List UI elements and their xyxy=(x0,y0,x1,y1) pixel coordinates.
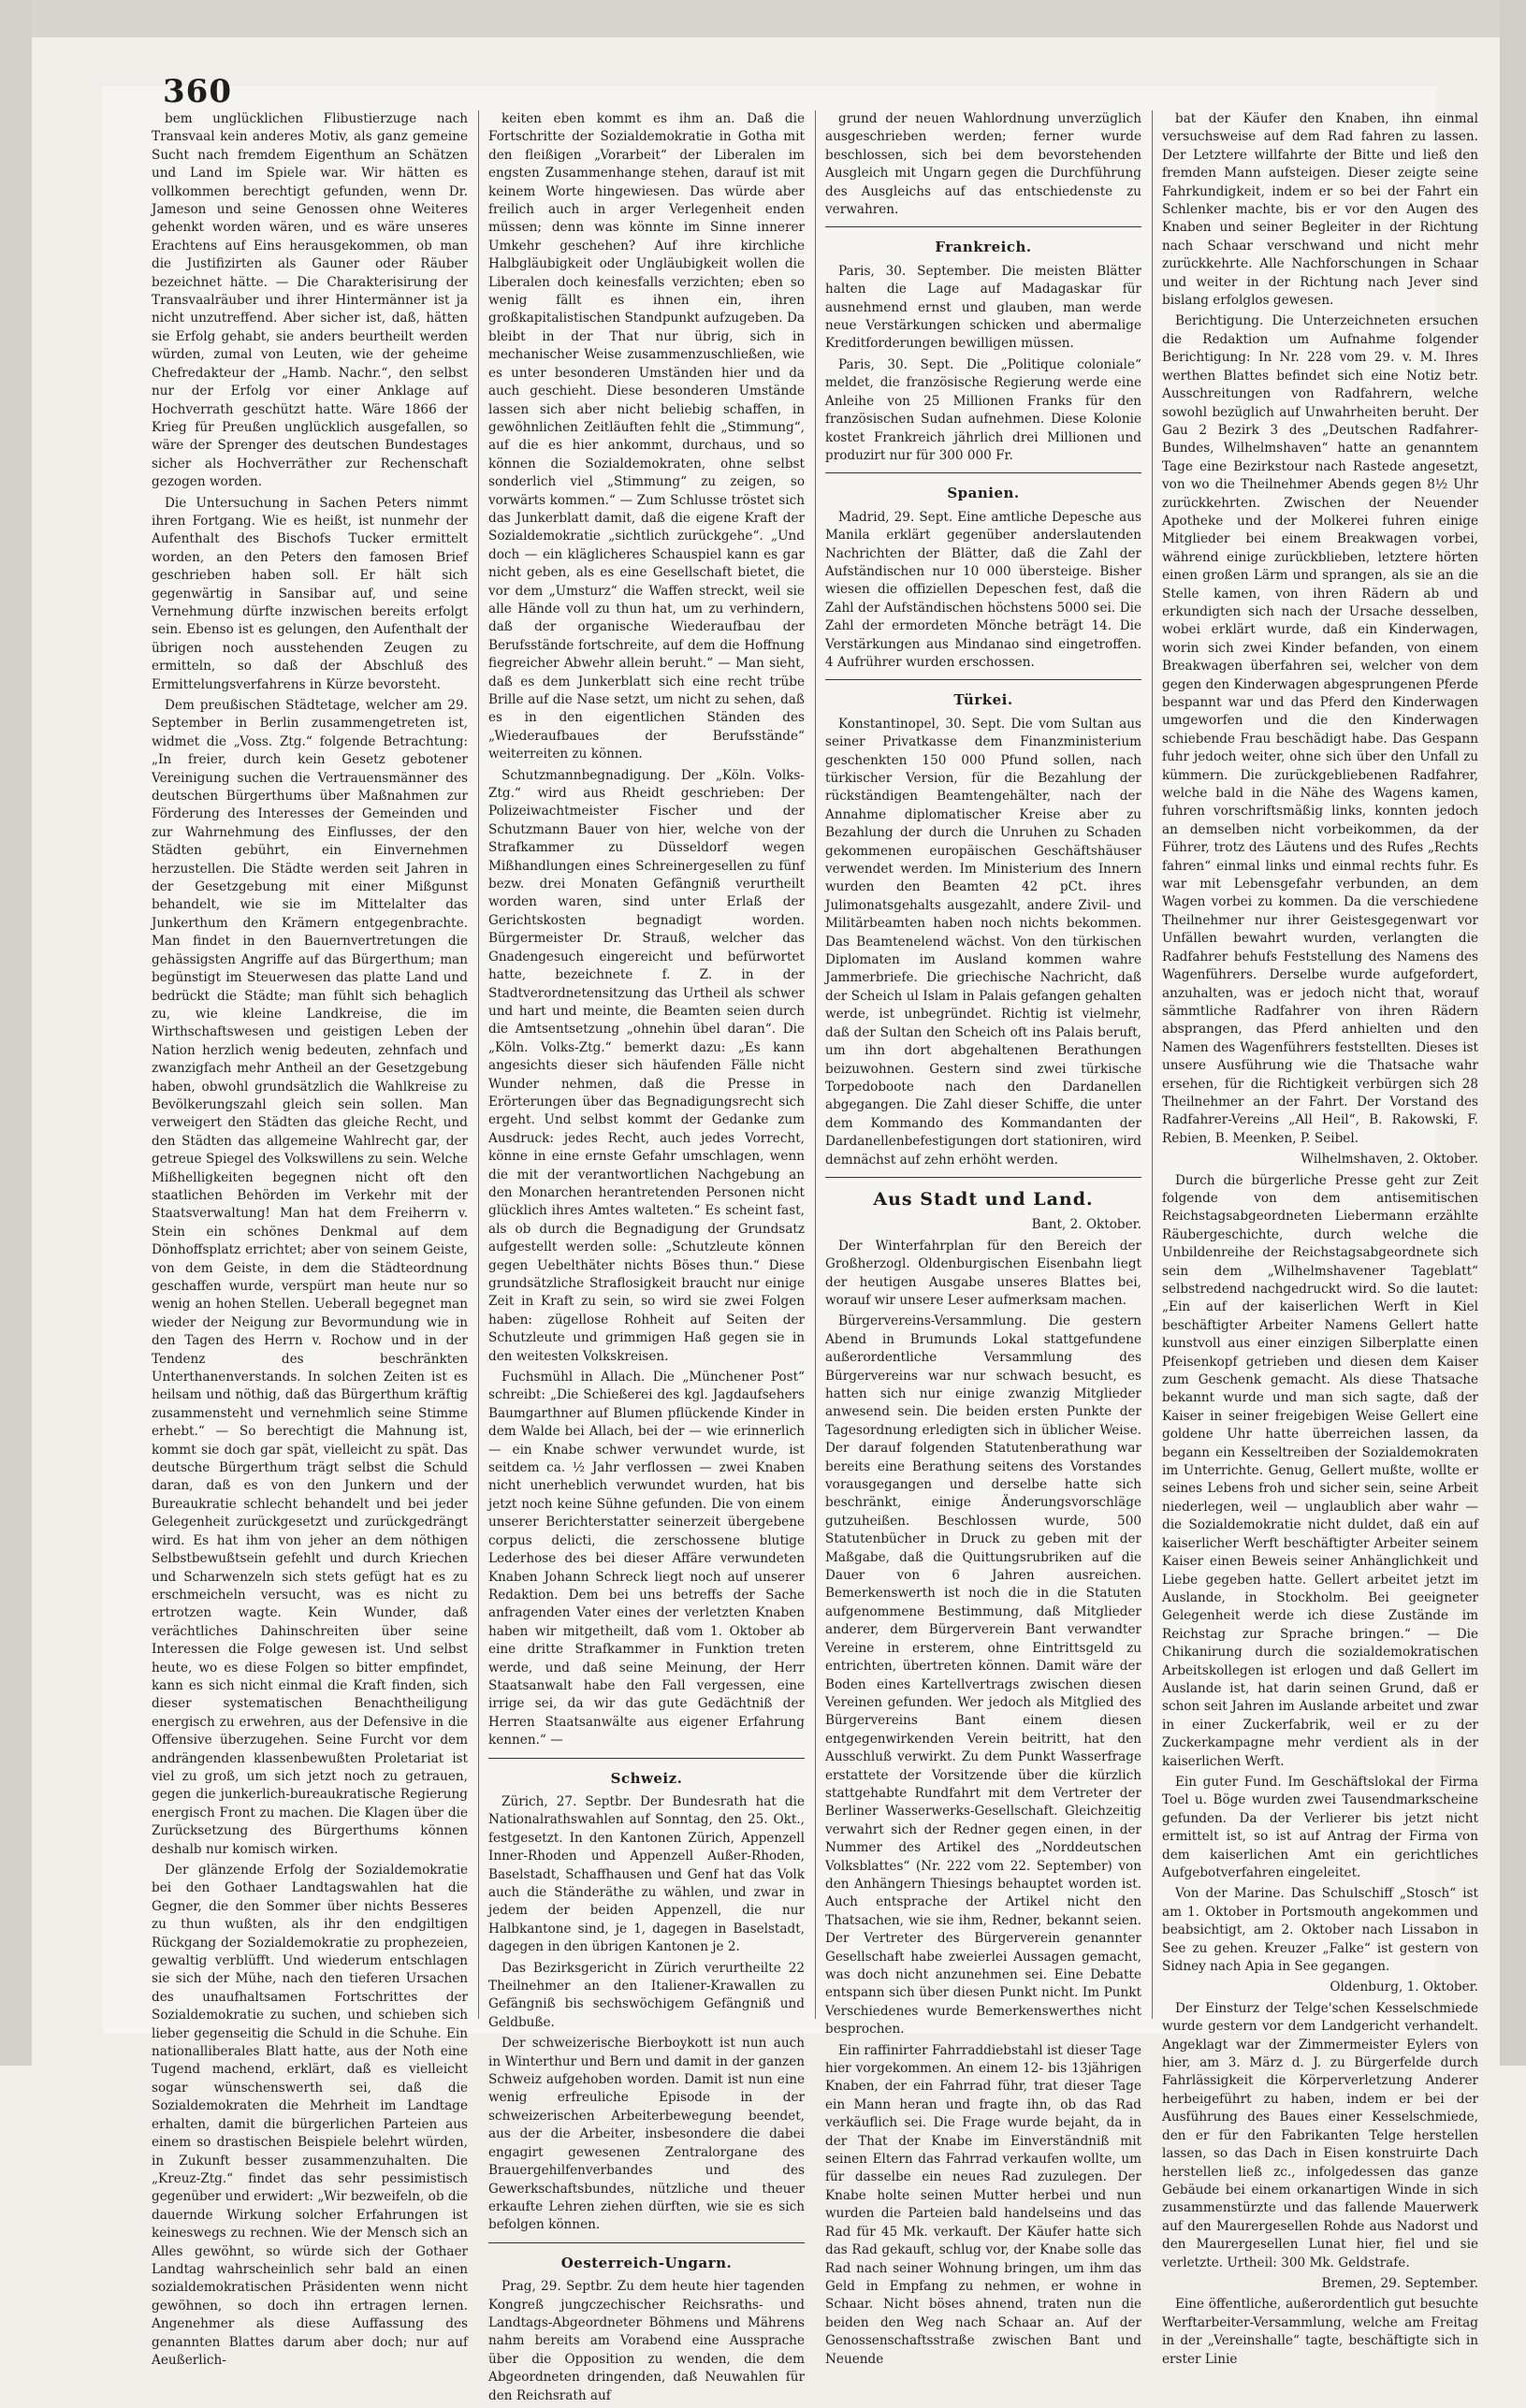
column-1 xyxy=(152,110,468,2372)
section-heading: Türkei. xyxy=(953,691,1013,709)
article-paragraph: Paris, 30. Sept. Die „Politique coloniale“ meldet, die französische Regierung werde eine Anleihe von 25 Millionen Franks für den französischen Sudan aufnehmen. Diese Kolonie kostet Frankreich jährlich drei Millionen und produzirt nur für 300 000 Fr. xyxy=(825,356,1141,463)
page-number: 360 xyxy=(163,73,232,110)
article-paragraph: Der glänzende Erfolg der Sozialdemokratie bei den Gothaer Landtagswahlen hat die Gegner, die den Sommer über nichts Besseres zu thun wußten, als ihr den endgiltigen Rückgang der Sozialdemokratie zu prophezeien, gewaltig verblüfft. Und wiederum entschlagen sie sich der Mühe, nach den tieferen Ursachen des unaufhaltsamen Fortschrittes der Sozialdemokratie zu suchen, und schieben sich lieber gegenseitig die Schuld in die Schuhe. Ein nationalliberales Blatt hatte, aus der Noth eine Tugend machend, erklärt, daß es vielleicht sogar wünschenswerth sei, daß die Sozialdemokraten die Mehrheit im Landtage erhalten, damit die bürgerlichen Parteien aus einem so drastischen Beispiele belehrt würden, in Zukunft besser zusammenzuhalten. Die „Kreuz-Ztg.“ findet das sehr pessimistisch gegenüber und erwidert: „Wir bezweifeln, ob die dauernde Wirkung solcher Erfahrungen ist keineswegs zu rechnen. Wie der Mensch sich an Alles gewöhnt, so würde sich der Gothaer Landtag wahrscheinlich sehr bald an einen sozialdemokratischen Präsidenten wenn nicht gewöhnen, so doch ihn ertragen lernen. Angenehmer als diese Auffassung des genannten Blattes darum aber doch; nur auf Aeußerlich- xyxy=(152,1863,468,2368)
article-paragraph: Die Untersuchung in Sachen Peters nimmt ihren Fortgang. Wie es heißt, ist nunmehr der Aufenthalt des Bischofs Tucker ermittelt worden, an den Peters den famosen Brief geschrieben haben soll. Er hält sich gegenwärtig in Sansibar auf, und seine Vernehmung dürfte inzwischen bereits erfolgt sein. Ebenso ist es gelungen, den Aufenthalt der übrigen noch ausstehenden Zeugen zu ermitteln, so daß der Abschluß des Ermittelungsverfahrens in Kürze bevorsteht. xyxy=(152,495,468,692)
section-rule xyxy=(488,2242,805,2243)
local-news-heading: Aus Stadt und Land. xyxy=(873,1188,1094,1210)
article-paragraph: Zürich, 27. Septbr. Der Bundesrath hat die Nationalrathswahlen auf Sonntag, den 25. Okt., festgesetzt. In den Kantonen Zürich, Appenzell Inner-Rhoden und Appenzell Außer-Rhoden, Baselstadt, Schaffhausen und Genf hat das Volk auch die Ständeräthe zu wählen, und zwar in jedem der beiden Appenzell, die nur Halbkantone sind, je 1, dagegen in Baselstadt, dagegen in den übrigen Kantonen je 2. xyxy=(488,1793,805,1955)
article-paragraph: Schutzmannbegnadigung. Der „Köln. Volks-Ztg.“ wird aus Rheidt geschrieben: Der Polizeiwachtmeister Fischer und der Schutzmann Bauer von hier, welche von der Strafkammer zu Düsseldorf wegen Mißhandlungen eines Schreinergesellen zu fünf bezw. drei Monaten Gefängniß verurtheilt worden waren, sind unter Erlaß der Gerichtskosten begnadigt worden. Bürgermeister Dr. Strauß, welcher das Gnadengesuch eingereicht und befürwortet hatte, bezeichnete f. Z. in der Stadtverordnetensitzung das Urtheil als schwer und hart und meinte, die Beamten seien durch die Amtsentsetzung „ohnehin übel daran“. Die „Köln. Volks-Ztg.“ bemerkt dazu: „Es kann angesichts dieser sich häufenden Fälle nicht Wunder nehmen, daß die Presse in Erörterungen über das Begnadigungsrecht sich ergeht. Und selbst kommt der Gedanke zum Ausdruck: jedes Recht, auch jedes Vorrecht, könne in eine ernste Gefahr umschlagen, wenn die mit der verantwortlichen Nachgebung an den Monarchen herantretenden Personen nicht glücklich ihres Amtes walteten.“ Es scheint fast, als ob durch die Begnadigung der Grundsatz aufgestellt werden solle: „Schutzleute können gegen Uebelthäter nichts Böses thun.“ Diese grundsätzliche Straflosigkeit braucht nur einige Zeit in Kraft zu sein, so wird sie zwei Folgen haben: zügellose Rohheit auf Seiten der Schutzleute und grimmigen Haß gegen sie in den weitesten Volkskreisen. xyxy=(488,767,805,1364)
article-paragraph: Konstantinopel, 30. Sept. Die vom Sultan aus seiner Privatkasse dem Finanzministerium geschenkten 150 000 Pfund sollen, nach türkischer Version, für die Bezahlung der rückständigen Beamtengehälter, nach der Annahme diplomatischer Kreise aber zu Bezahlung der durch die Unruhen zu Schaden gekommenen europäischen Geschäftshäuser verwendet werden. Im Ministerium des Innern wurden den Beamten 42 pCt. ihres Julimonatsgehalts ausgezahlt, andere Zivil- und Militärbeamten haben noch nichts bekommen. Das Beamtenelend wächst. Von den türkischen Diplomaten im Ausland kommen wahre Jammerbriefe. Die griechische Nachricht, daß der Scheich ul Islam in Palais gefangen gehalten werde, ist unbegründet. Richtig ist vielmehr, daß der Sultan den Scheich oft ins Palais beruft, um ihn dort abgehaltenen Berathungen beizuwohnen. Gestern sind zwei türkische Torpedoboote nach den Dardanellen abgegangen. Die Zahl dieser Schiffe, die unter dem Kommando des Kommandanten der Dardanellenbefestigungen dort stationiren, wird demnächst auf zehn erhöht werden. xyxy=(825,716,1141,1168)
article-paragraph: Bürgervereins-Versammlung. Die gestern Abend in Brumunds Lokal stattgefundene außerordentliche Versammlung des Bürgervereins war nur schwach besucht, es hatten sich nur einige zwanzig Mitglieder anwesend sein. Die beiden ersten Punkte der Tagesordnung erledigten sich in üblicher Weise. Der darauf folgenden Statutenberathung war bereits eine Berathung seitens des Vorstandes vorausgegangen und derselbe hatte sich beschränkt, einige Änderungsvorschläge gutzuheißen. Beschlossen wurde, 500 Statutenbücher in Druck zu geben mit der Maßgabe, daß die Quittungsrubriken auf die Dauer von 6 Jahren ausreichen. Bemerkenswerth ist noch die in die Statuten aufgenommene Bestimmung, daß Mitglieder anderer, dem Bürgerverein Bant verwandter Vereine in ersterem, ohne Eintrittsgeld zu entrichten, übertreten können. Damit wäre der Boden eines Kartellvertrags zwischen diesen Vereinen gefunden. Wer jedoch als Mitglied des Bürgervereins Bant einem diesen entgegenwirkenden Verein beitritt, hat den Ausschluß verwirkt. Zu dem Punkt Wasserfrage erstattete der Vorsitzende über die kürzlich stattgehabte Rundfahrt mit dem Vertreter der Berliner Wasserwerks-Gesellschaft. Gleichzeitig verwahrt sich der Redner gegen einen, in der Nummer des Artikel des „Norddeutschen Volksblattes“ (Nr. 222 vom 22. September) von den Anhängern Thiesings behauptet worden ist. Auch entsprache der Artikel nicht den Thatsachen, wie sie ihm, Redner, bekannt seien. Der Vertreter des Bürgerverein genannter Gesellschaft habe zweierlei Aussagen gemacht, was doch nicht anzunehmen sei. Eine Debatte entspann sich über diesen Punkt nicht. Im Punkt Verschiedenes wurde Bemerkenswerthes nicht besprochen. xyxy=(825,1313,1141,2038)
article-paragraph: Von der Marine. Das Schulschiff „Stosch“ ist am 1. Oktober in Portsmouth angekommen und beabsichtigt, am 2. Oktober nach Lissabon in See zu gehen. Kreuzer „Falke“ ist gestern von Sidney nach Apia in See gegangen. xyxy=(1162,1886,1478,1975)
column-divider xyxy=(1152,110,1153,2019)
section-heading: Spanien. xyxy=(947,485,1020,502)
newspaper-page xyxy=(103,73,1478,2403)
article-paragraph: Prag, 29. Septbr. Zu dem heute hier tagenden Kongreß jungczechischer Reichsraths- und Landtags-Abgeordneter Böhmens und Mährens nahm bereits am Vorabend eine Aussprache über die Opposition zu wenden, die dem Abgeordneten dringenden, daß Neuwahlen für den Reichsrath auf xyxy=(488,2279,805,2403)
article-paragraph: Madrid, 29. Sept. Eine amtliche Depesche aus Manila erklärt gegenüber anderslautenden Nachrichten der Blätter, daß die Zahl der Aufständischen nur 10 000 übersteige. Bisher wiesen die offiziellen Depeschen fest, daß die Zahl der Aufständischen höchstens 5000 sei. Die Zahl der ermordeten Mönche beträgt 14. Die Verstärkungen aus Mindanao sind eingetroffen. 4 Aufrührer wurden erschossen. xyxy=(825,509,1141,670)
scan-border-left xyxy=(0,0,32,2066)
column-4 xyxy=(1162,110,1478,2372)
dateline: Oldenburg, 1. Oktober. xyxy=(1330,1980,1478,1995)
article-paragraph: grund der neuen Wahlordnung unverzüglich ausgeschrieben werden; ferner wurde beschlossen, sich bei dem bevorstehenden Ausgleich mit Ungarn gegen die Durchführung des Ausgleichs auf das entschiedenste zu verwahren. xyxy=(825,111,1141,218)
column-3 xyxy=(825,110,1141,2372)
article-paragraph: Der schweizerische Bierboykott ist nun auch in Winterthur und Bern und damit in der ganzen Schweiz aufgehoben worden. Damit ist nun eine wenig erfreuliche Episode in der schweizerischen Arbeiterbewegung beendet, aus der die Arbeiter, insbesondere die dabei engagirt gewesenen Zentralorgane des Brauergehilfenverbandes und des Gewerkschaftsbundes, nützliche und theuer erkaufte Lehren ziehen dürften, wie sie es sich befolgen können. xyxy=(488,2036,805,2233)
dateline: Wilhelmshaven, 2. Oktober. xyxy=(1301,1152,1478,1168)
column-divider xyxy=(478,110,479,2019)
section-rule xyxy=(825,226,1141,227)
article-paragraph: Durch die bürgerliche Presse geht zur Zeit folgende von dem antisemitischen Reichstagsabgeordneten Liebermann erzählte Räubergeschichte, durch welche die Unbildenreihe der Reichstagsabgeordnete sich sein dem „Wilhelmshavener Tageblatt“ selbstredend nachgedruckt wird. So die lautet: „Ein auf der kaiserlichen Werft in Kiel beschäftigter Arbeiter Namens Gellert hatte kunstvoll aus einer einzigen Silberplatte einen Pfeisenkopf getrieben und diesen dem Kaiser zum Geschenk gemacht. Als diese Thatsache bekannt wurde und man sich sagte, daß der Kaiser in seiner freigebigen Weise Gellert eine goldene Uhr hatte überreichen lassen, da begann ein Kesseltreiben der Sozialdemokraten im Unterrichte. Genug, Gellert mußte, wollte er seines Lebens froh und sicher sein, seine Arbeit niederlegen, weil — unglaublich aber wahr — die Sozialdemokratie nicht duldet, daß ein auf kaiserlicher Werft beschäftigter Arbeiter seinem Kaiser einen Beweis seiner Anhänglichkeit und Liebe gegeben hatte. Gellert arbeitet jetzt im Auslande, in Stockholm. Bei geeigneter Gelegenheit werde ich diese Zustände im Reichstag zur Sprache bringen.“ — Die Chikanirung durch die sozialdemokratischen Arbeitskollegen ist erlogen und daß Gellert im Auslande ist, hat darin seinen Grund, daß er schon seit Jahren im Auslande arbeitet und zwar in einer Zuckerfabrik, weil er zu der Zuckerkampagne mehr verdient als in der kaiserlichen Werft. xyxy=(1162,1172,1478,1769)
article-paragraph: Das Bezirksgericht in Zürich verurtheilte 22 Theilnehmer an den Italiener-Krawallen zu Gefängniß bis sechswöchigem Gefängniß und Geldbuße. xyxy=(488,1960,805,2030)
scan-border-top xyxy=(0,0,1526,37)
section-heading: Schweiz. xyxy=(610,1769,683,1787)
column-2 xyxy=(488,110,805,2408)
section-heading: Oesterreich-Ungarn. xyxy=(560,2254,733,2271)
dateline: Bremen, 29. September. xyxy=(1321,2275,1478,2291)
section-rule xyxy=(488,1758,805,1759)
column-divider xyxy=(815,110,816,2019)
article-paragraph: Fuchsmühl in Allach. Die „Münchener Post“ schreibt: „Die Schießerei des kgl. Jagdaufsehers Baumgarthner auf Blumen pflückende Kinder in dem Walde bei Allach, bei der — wie erinnerlich — ein Knabe schwer verwundet wurde, ist seitdem ca. ½ Jahr verflossen — zwei Knaben nicht unerheblich verwundet wurden, hat bis jetzt noch keine Sühne gefunden. Die von einem unserer Berichterstatter seinerzeit übergebene corpus delicti, die zerschossene blutige Lederhose des bei dieser Affäre verwundeten Knaben Johann Schreck liegt noch auf unserer Redaktion. Dem bei uns betreffs der Sache anfragenden Vater eines der verletzten Knaben haben wir mitgetheilt, daß vom 1. Oktober ab eine dritte Strafkammer in Funktion treten werde, und daß seine Meinung, der Herr Staatsanwalt habe den Fall vergessen, eine irrige sei, da wir das gute Gedächtniß der Herren Staatsanwälte aus eigener Erfahrung kennen.“ — xyxy=(488,1370,805,1748)
article-paragraph: Berichtigung. Die Unterzeichneten ersuchen die Redaktion um Aufnahme folgender Berichtigung: In Nr. 228 vom 29. v. M. Ihres werthen Blattes befindet sich eine Notiz betr. Ausschreitungen von Radfahrern, welche sowohl bezüglich auf Unwahrheiten beruht. Der Gau 2 Bezirk 3 des „Deutschen Radfahrer-Bundes, Wilhelmshaven“ hatte an genanntem Tage eine Bezirkstour nach Rastede angesetzt, von wo die Theilnehmer Abends gegen 8½ Uhr zurückkehrten. Zwischen der Neuender Apotheke und der Molkerei fuhren einige Mitglieder bei einem Breakwagen vorbei, während einige zurückblieben, letztere hörten einen großen Lärm und sprangen, als sie an die Stelle kamen, von ihren Rädern ab und erkundigten sich nach der Ursache desselben, wobei erklärt wurde, daß ein Kinderwagen, worin sich zwei Kinder befanden, von einem Breakwagen überfahren sei, welcher von dem gegen den Kinderwagen abgesprungenen Pferde bespannt war und das Pferd den Kinderwagen umgeworfen und die den Kinderwagen schiebende Frau beschädigt habe. Das Gespann fuhr jedoch weiter, ohne sich über den Unfall zu kümmern. Die zurückgebliebenen Radfahrer, welche bald in die Nähe des Wagens kamen, fuhren vorschriftsmäßig links, konnten jedoch an demselben nicht vorbeikommen, da der Führer, trotz des Läutens und des Rufes „Rechts fahren“ einmal links und einmal rechts fuhr. Es war mit Lebensgefahr verbunden, an dem Wagen vorbei zu kommen. Da die verschiedene Theilnehmer nur ihrer Geistesgegenwart vor Unfällen bewahrt wurden, verlangten die Radfahrer behufs Feststellung des Namens des Wagenführers. Derselbe wurde aufgefordert, anzuhalten, was er jedoch nicht that, worauf sämmtliche Radfahrer von ihren Rädern absprangen, das Pferd anhielten und den Namen des Wagenführers feststellten. Dieses ist unsere Ausführung wie die Thatsache wahr ersehen, für die Richtigkeit verbürgen sich 28 Theilnehmer an der Fahrt. Der Vorstand des Radfahrer-Vereins „All Heil“, B. Rakowski, F. Rebien, B. Meenken, P. Seibel. xyxy=(1162,313,1478,1146)
article-paragraph: Paris, 30. September. Die meisten Blätter halten die Lage auf Madagaskar für ausnehmend ernst und glauben, man werde neue Verstärkungen schicken und abermalige Kreditforderungen bewilligen müssen. xyxy=(825,263,1141,352)
scan-border-right xyxy=(1500,0,1526,2066)
section-rule xyxy=(825,472,1141,473)
article-paragraph: Ein raffinirter Fahrraddiebstahl ist dieser Tage hier vorgekommen. An einem 12- bis 13jährigen Knaben, der ein Fahrrad führ, trat dieser Tage ein Mann heran und fragte ihn, ob das Rad verkäuflich sei. Die Frage wurde bejaht, da in der That der Knabe im Einverständniß mit seinen Eltern das Fahrrad verkaufen wollte, um für dasselbe ein neues Rad zuzulegen. Der Knabe holte seinen Mutter herbei und nun wurden die Parteien bald handelseins und das Rad für 45 Mk. verkauft. Der Käufer hatte sich das Rad gekauft, schlug vor, der Knabe solle das Rad nach seiner Wohnung bringen, um ihm das Geld in Empfang zu nehmen, er wohne in Schaar. Nicht böses ahnend, traten nun die beiden den Weg nach Schaar an. Auf der Genossenschaftsstraße zwischen Bant und Neuende xyxy=(825,2042,1141,2367)
article-paragraph: Eine öffentliche, außerordentlich gut besuchte Werftarbeiter-Versammlung, welche am Freitag in der „Vereinshalle“ tagte, beschäftigte sich in erster Linie xyxy=(1162,2297,1478,2367)
article-paragraph: Dem preußischen Städtetage, welcher am 29. September in Berlin zusammengetreten ist, widmet die „Voss. Ztg.“ folgende Betrachtung: „In freier, durch kein Gesetz gebotener Vereinigung suchen die Vertrauensmänner des deutschen Bürgerthums über Maßnahmen zur Förderung des Interesses der Gemeinden und zur Wahrnehmung des Einflusses, der den Städten gebührt, ein Einvernehmen herzustellen. Die Städte werden seit Jahren in der Gesetzgebung mit einer Mißgunst behandelt, wie sie im Mittelalter das Junkerthum den Krämern entgegenbrachte. Man findet in den Bauernvertretungen die gehässigsten Angriffe auf das Bürgerthum; man begünstigt im Steuerwesen das platte Land und bedrückt die Städte; man fühlt sich behaglich zu, wie kleine Landkreise, die im Wirthschaftswesen und geistigen Leben der Nation herzlich wenig bedeuten, zehnfach und zwanzigfach mehr Antheil an der Gesetzgebung haben, obwohl grundsätzlich die Wahlkreise zu Bevölkerungszahl gleich sein sollen. Man verweigert den Städten das gleiche Recht, und den Städten das allgemeine Wahlrecht gar, der getreue Spiegel des Volkswillens zu sein. Welche Mißhelligkeiten begegnen nicht oft den staatlichen Behörden im Verkehr mit der Staatsverwaltung! Man hat dem Freiherrn v. Stein ein schönes Denkmal auf dem Dönhoffsplatz errichtet; aber von seinem Geiste, von dem Geiste, in dem die Städteordnung geschaffen wurde, verspürt man heute nur so wenig an hohen Stellen. Ueberall begegnet man wieder der Neigung zur Bevormundung wie in den Tagen des Herrn v. Rochow und in der Tendenz des beschränkten Unterthanenverstands. In solchen Zeiten ist es heilsam und nöthig, daß das Bürgerthum kräftig zusammensteht und vernehmlich seine Stimme erhebt.“ — So berechtigt die Mahnung ist, kommt sie doch gar spät, vielleicht zu spät. Das deutsche Bürgerthum trägt selbst die Schuld daran, daß es von den Junkern und der Bureaukratie schlecht behandelt und bei jeder Gelegenheit zurückgesetzt und zurückgedrängt wird. Es hat ihm von jeher an dem nöthigen Selbstbewußtsein gefehlt und durch Kriechen und Scharwenzeln sich stets gefügt hat es zu erschmeicheln versucht, was es nicht zu ertrotzen wagte. Kein Wunder, daß verächtliches Dahinschreiten über seine Interessen die Folge gewesen ist. Und selbst heute, wo es diese Folgen so bitter empfindet, kann es sich nicht einmal die Kraft finden, sich dieser systematischen Benachtheiligung energisch zu erwehren, aus der Defensive in die Offensive überzugehen. Seine Furcht vor dem andrängenden klassenbewußten Proletariat ist viel zu groß, um sich jetzt noch zu getrauen, gegen die junkerlich-bureaukratische Regierung energisch Front zu machen. Die Klagen über die Zurücksetzung des Bürgerthums können deshalb nur komisch wirken. xyxy=(152,698,468,1857)
section-heading: Frankreich. xyxy=(935,239,1032,256)
article-paragraph: Der Einsturz der Telge'schen Kesselschmiede wurde gestern vor dem Landgericht verhandelt. Angeklagt war der Zimmermeister Eylers von hier, am 3. März d. J. zu Bürgerfelde durch Fahrlässigkeit die Körperverletzung Anderer herbeigeführt zu haben, indem er bei der Ausführung des Baues einer Kesselschmiede, den er für den Fabrikanten Telge herstellen lassen, so das Dach in Eisen konstruirte Dach herstellen ließ zc., infolgedessen das ganze Gebäude bei einem orkanartigen Winde in sich zusammenstürzte und das fallende Mauerwerk auf den Maurergesellen Rohde aus Nadorst und den Maurergesellen Lunat hier, fiel und sie verletzte. Urtheil: 300 Mk. Geldstrafe. xyxy=(1162,2000,1478,2270)
article-paragraph: Ein guter Fund. Im Geschäftslokal der Firma Toel u. Böge wurden zwei Tausendmarkscheine gefunden. Da der Verlierer bis jetzt nicht ermittelt ist, so ist auf Antrag der Firma von dem kaiserlichen Amt ein gerichtliches Aufgebotverfahren eingeleitet. xyxy=(1162,1774,1478,1880)
article-paragraph: Der Winterfahrplan für den Bereich der Großherzogl. Oldenburgischen Eisenbahn liegt der heutigen Ausgabe unseres Blattes bei, worauf wir unsere Leser aufmerksam machen. xyxy=(825,1238,1141,1308)
article-paragraph: bat der Käufer den Knaben, ihn einmal versuchsweise auf dem Rad fahren zu lassen. Der Letztere willfahrte der Bitte und ließ den fremden Mann aufsteigen. Dieser zeigte seine Fahrkundigkeit, indem er so bei der Fahrt ein Schlenker machte, bis er vor den Augen des Knaben und seiner Begleiter in der Richtung nach Schaar verschwand und nicht mehr zurückkehrte. Alle Nachforschungen in Schaar und weiter in der Richtung nach Jever sind bislang erfolglos gewesen. xyxy=(1162,111,1478,309)
section-rule xyxy=(825,679,1141,680)
section-rule xyxy=(825,1177,1141,1178)
article-paragraph: bem unglücklichen Flibustierzuge nach Transvaal kein anderes Motiv, als ganz gemeine Sucht nach fremdem Eigenthum an Schätzen und Land im Spiele war. Wir hätten es vollkommen berechtigt gefunden, wenn Dr. Jameson und seine Genossen ohne Weiteres gehenkt worden wären, und es wäre unseres Erachtens auf Eins herausgekommen, ob man die Justifizirten als Gauner oder Räuber bezeichnet hätte. — Die Charakterisirung der Transvaalräuber und ihrer Hintermänner ist ja nicht unzutreffend. Aber sicher ist, daß, hätten sie Erfolg gehabt, sie anders beurtheilt werden würden, zumal von Leuten, wie der geheime Chefredakteur der „Hamb. Nachr.“, den selbst nur der Erfolg vor einer Anklage auf Hochverrath geschützt hatte. Wäre 1866 der Krieg für Preußen unglücklich ausgefallen, so wäre der Sprenger des deutschen Bundestages sicher als Hochverräther zur Rechenschaft gezogen worden. xyxy=(152,111,468,490)
dateline: Bant, 2. Oktober. xyxy=(1031,1217,1141,1233)
article-paragraph: keiten eben kommt es ihm an. Daß die Fortschritte der Sozialdemokratie in Gotha mit den fleißigen „Vorarbeit“ der Liberalen im engsten Zusammenhange stehen, darauf ist mit keinem Worte hingewiesen. Das würde aber freilich auch in arger Verlegenheit enden müssen; denn was könnte im Sinne innerer Umkehr geschehen? Auf ihre kirchliche Halbgläubigkeit oder Ungläubigkeit wollen die Liberalen doch keinesfalls verzichten; eben so wenig fällt es ihnen ein, ihren großkapitalistischen Standpunkt aufzugeben. Da bleibt in der That nur übrig, sich in mechanischer Weise zusammenzuschließen, wie es unter besonderen Umständen hier und da auch geschieht. Diese besonderen Umstände lassen sich aber nicht beliebig schaffen, in gewöhnlichen Zeitläuften fehlt die „Stimmung“, auf die es hier ankommt, durchaus, und so können die Sozialdemokraten, ohne selbst sonderlich viel „Stimmung“ zu zeigen, so vorwärts kommen.“ — Zum Schlusse tröstet sich das Junkerblatt damit, daß die eigene Kraft der Sozialdemokratie „sichtlich zurückgehe“. „Und doch — ein kläglicheres Schauspiel kann es gar nicht geben, als es eine Gesellschaft bietet, die vor dem „Umsturz“ die Waffen streckt, weil sie alle Hände voll zu thun hat, um zu verhindern, daß der organische Wiederaufbau der Berufsstände fortschreite, auf dem die Hoffnung fiegreicher Abwehr allein beruht.“ — Man sieht, daß es dem Junkerblatt sich eine recht trübe Brille auf die Nase setzt, um nicht zu sehen, daß es in den eigentlichen Ständen des „Wiederaufbaues der Berufsstände“ weiterreiten zu können. xyxy=(488,111,805,762)
